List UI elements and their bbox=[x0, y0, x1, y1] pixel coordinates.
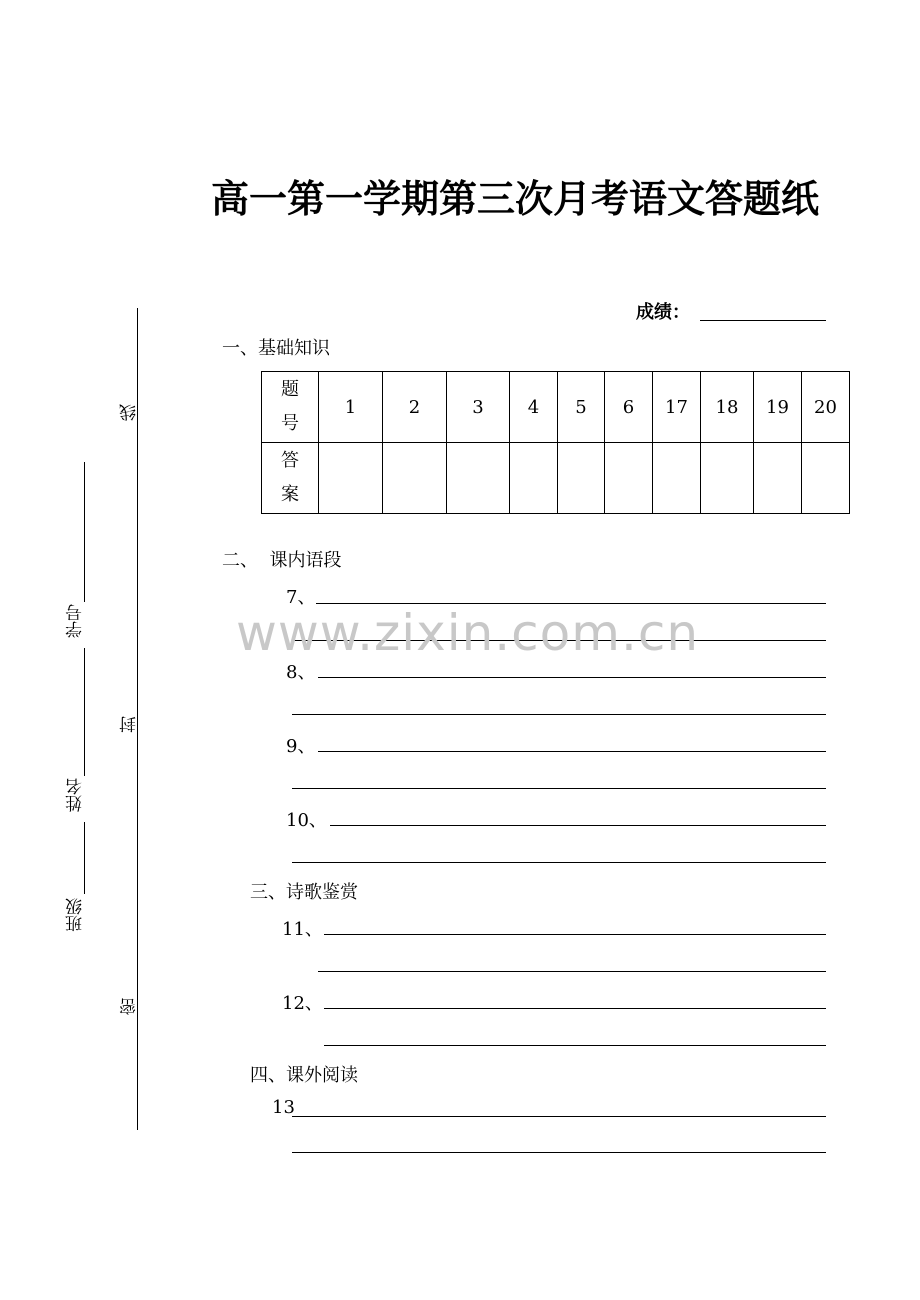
answer-cell[interactable] bbox=[605, 443, 653, 514]
answer-line-12b[interactable] bbox=[324, 1045, 826, 1046]
binding-mark-feng: 封 bbox=[120, 716, 140, 733]
answer-cell[interactable] bbox=[701, 443, 754, 514]
question-number-cell: 19 bbox=[754, 372, 802, 443]
question-9-label: 9、 bbox=[286, 736, 316, 757]
answer-line-11a[interactable] bbox=[324, 934, 826, 935]
question-7-label: 7、 bbox=[286, 587, 316, 608]
answer-cell[interactable] bbox=[319, 443, 383, 514]
class-label: 班级 bbox=[66, 898, 86, 932]
answer-table bbox=[261, 371, 850, 514]
question-number-cell: 2 bbox=[383, 372, 447, 443]
page-title: 高一第一学期第三次月考语文答题纸 bbox=[210, 177, 819, 221]
question-number-cell: 3 bbox=[447, 372, 510, 443]
question-10-label: 10、 bbox=[286, 810, 327, 831]
question-number-cell: 6 bbox=[605, 372, 653, 443]
question-number-cell: 20 bbox=[802, 372, 850, 443]
id-field[interactable] bbox=[84, 462, 85, 602]
question-number-cell: 17 bbox=[653, 372, 701, 443]
table-row-answers bbox=[262, 443, 850, 514]
row-header-number bbox=[262, 372, 319, 443]
answer-line-9b[interactable] bbox=[292, 788, 826, 789]
row-header-answer bbox=[262, 443, 319, 514]
binding-mark-mi: 密 bbox=[120, 998, 140, 1015]
question-11-label: 11、 bbox=[282, 919, 323, 940]
answer-line-13b[interactable] bbox=[292, 1152, 826, 1153]
section-extracurricular-reading: 四、课外阅读 bbox=[250, 1065, 358, 1086]
id-label: 学号 bbox=[66, 604, 86, 638]
row-header-char: 号 bbox=[281, 413, 299, 434]
question-8-label: 8、 bbox=[286, 662, 316, 683]
section-basic-knowledge: 一、基础知识 bbox=[222, 338, 330, 359]
answer-cell[interactable] bbox=[383, 443, 447, 514]
answer-line-10a[interactable] bbox=[330, 825, 826, 826]
section-poetry-appreciation: 三、诗歌鉴赏 bbox=[250, 882, 358, 903]
answer-line-8b[interactable] bbox=[292, 714, 826, 715]
table-row-numbers bbox=[262, 372, 850, 443]
watermark: www.zixin.com.cn bbox=[236, 604, 700, 662]
answer-cell[interactable] bbox=[510, 443, 558, 514]
row-header-char: 题 bbox=[281, 379, 299, 400]
question-12-label: 12、 bbox=[282, 993, 323, 1014]
answer-cell[interactable] bbox=[754, 443, 802, 514]
answer-line-9a[interactable] bbox=[318, 751, 826, 752]
class-field[interactable] bbox=[84, 822, 85, 894]
answer-line-11b[interactable] bbox=[318, 971, 826, 972]
question-number-cell: 5 bbox=[558, 372, 605, 443]
name-label: 姓名 bbox=[66, 778, 86, 812]
question-number-cell: 18 bbox=[701, 372, 754, 443]
answer-cell[interactable] bbox=[653, 443, 701, 514]
answer-line-8a[interactable] bbox=[318, 677, 826, 678]
row-header-char: 案 bbox=[281, 484, 299, 505]
answer-cell[interactable] bbox=[802, 443, 850, 514]
row-header-char: 答 bbox=[281, 450, 299, 471]
question-13-label: 13 bbox=[272, 1097, 295, 1118]
answer-line-12a[interactable] bbox=[324, 1008, 826, 1009]
section-in-class-passage: 二、 课内语段 bbox=[222, 550, 342, 571]
answer-cell[interactable] bbox=[558, 443, 605, 514]
binding-mark-xian: 线 bbox=[120, 404, 140, 421]
score-label: 成绩： bbox=[636, 302, 690, 323]
question-number-cell: 4 bbox=[510, 372, 558, 443]
answer-cell[interactable] bbox=[447, 443, 510, 514]
question-number-cell: 1 bbox=[319, 372, 383, 443]
score-field[interactable] bbox=[700, 320, 826, 321]
name-field[interactable] bbox=[84, 648, 85, 776]
answer-line-13a[interactable] bbox=[292, 1116, 826, 1117]
answer-line-10b[interactable] bbox=[292, 862, 826, 863]
